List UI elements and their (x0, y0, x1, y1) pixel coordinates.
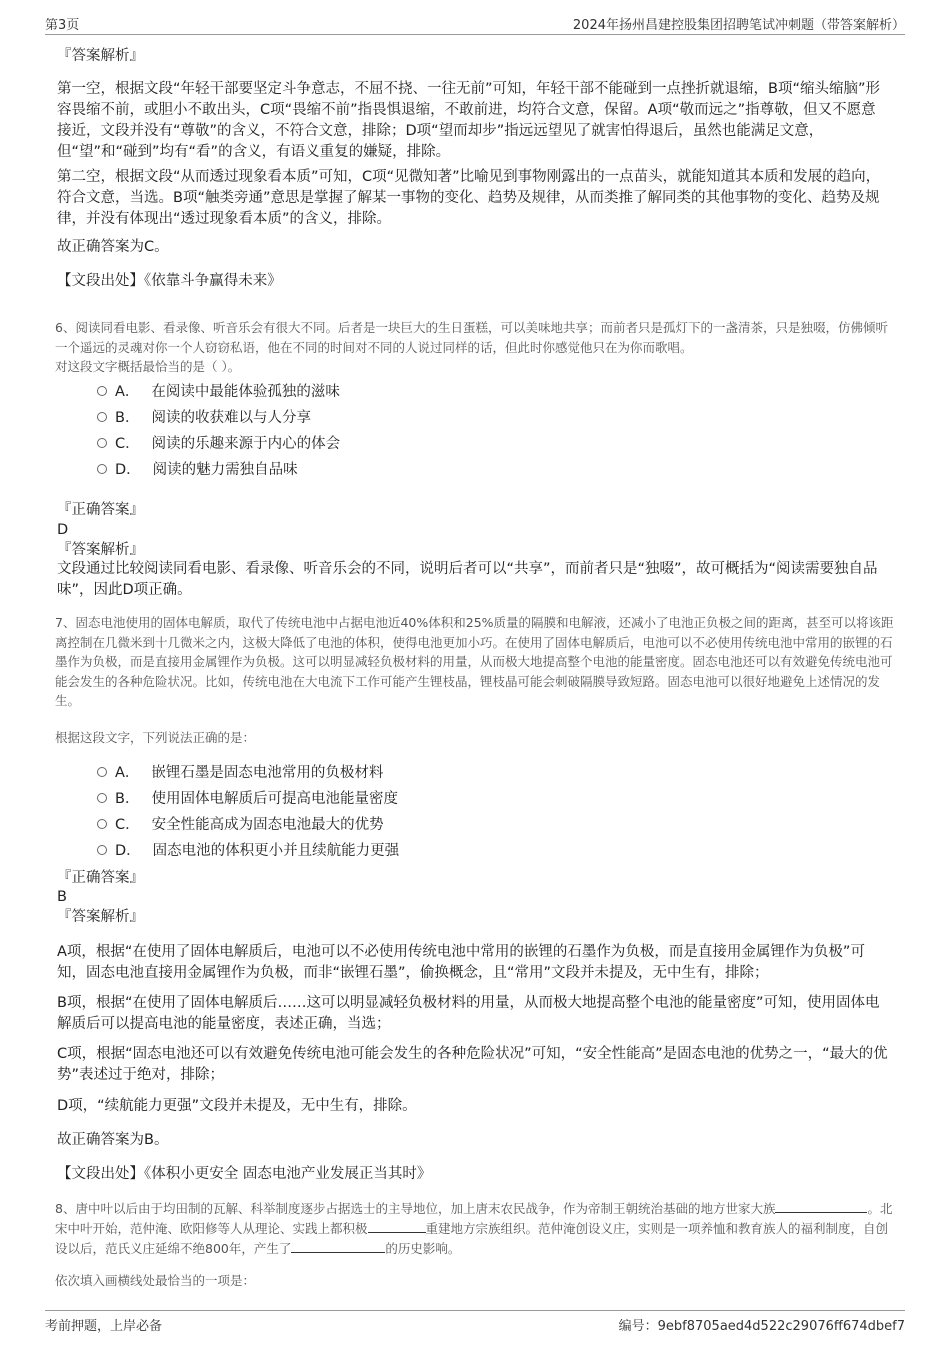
option-letter: A． (115, 765, 140, 781)
q7-analysis-c: C项，根据“固态电池还可以有效避免传统电池可能会发生的各种危险状况”可知，“安全性能高”是固态电池的优势之一，“最大的优势”表述过于绝对，排除； (57, 1046, 888, 1083)
q5-conclusion: 故正确答案为C。 (57, 239, 169, 255)
option-text: 嵌锂石墨是固态电池常用的负极材料 (151, 765, 384, 781)
q6-ask: 对这段文字概括最恰当的是（ ）。 (55, 359, 241, 374)
q7-stem: 7、固态电池使用的固体电解质，取代了传统电池中占据电池近40%体积和25%质量的隔膜和电解液，还减小了电池正负极之间的距离，甚至可以将该距离控制在几微米到十几微米之内，这极大降低了电池的体积，使得电池更加小巧。在使用了固体电解质后，电池可以不必使用传统电池中常用的嵌锂的石墨作为负极，而是直接用金属锂作为负极。这可以明显减轻负极材料的用量，从而极大地提高整个电池的能量密度。固态电池还可以有效避免传统电池可能会发生的各种危险状况。比如，传统电池在大电流下工作可能产生锂枝晶，锂枝晶可能会刺破隔膜导致短路。固态电池可以很好地避免上述情况的发生。 (55, 615, 894, 708)
option-text: 阅读的魅力需独自品味 (152, 462, 298, 478)
radio-icon[interactable] (97, 412, 107, 422)
q7-analysis-a: A项，根据“在使用了固体电解质后，电池可以不必使用传统电池中常用的嵌锂的石墨作为负极，而是直接用金属锂作为负极”可知，固态电池直接用金属锂作为负极，而非“嵌锂石墨”，偷换概念，且“常用”文段并未提及，无中生有，排除； (57, 944, 865, 981)
option-text: 固态电池的体积更小并且续航能力更强 (152, 843, 400, 859)
q7-conclusion: 故正确答案为B。 (57, 1132, 169, 1148)
radio-icon[interactable] (97, 845, 107, 855)
q7-answer-label: 『正确答案』 (57, 870, 144, 886)
q7-option-a[interactable] (97, 762, 383, 784)
q6-option-b[interactable] (97, 407, 311, 429)
q8-blank-1[interactable] (775, 1199, 867, 1213)
q7-analysis-d: D项，“续航能力更强”文段并未提及，无中生有，排除。 (57, 1098, 417, 1114)
radio-icon[interactable] (97, 793, 107, 803)
q6-answer: D (57, 522, 69, 538)
q7-option-c[interactable] (97, 814, 384, 836)
q7-source: 【文段出处】《体积小更安全 固态电池产业发展正当其时》 (57, 1166, 432, 1182)
radio-icon[interactable] (97, 464, 107, 474)
page-header (45, 12, 905, 35)
q7-answer: B (57, 889, 67, 905)
q8-blank-3[interactable] (291, 1239, 385, 1253)
q8-blank-2[interactable] (368, 1219, 426, 1233)
page-footer (45, 1310, 905, 1335)
option-letter: A． (115, 384, 140, 400)
page-number: 第3页 (45, 18, 80, 33)
q6-option-d[interactable] (97, 459, 298, 481)
q7-ask: 根据这段文字，下列说法正确的是： (55, 730, 256, 745)
option-text: 安全性能高成为固态电池最大的优势 (151, 817, 384, 833)
q8-stem-part3: 重建地方宗族组织。范仲淹创设义庄，实则是一项养恤和教育族人的福利制度，自创设以后，范氏义庄延绵不绝800年，产生了 (55, 1221, 889, 1256)
q5-analysis-para1: 第一空，根据文段“年轻干部要坚定斗争意志，不屈不挠、一往无前”可知，年轻干部不能碰到一点挫折就退缩，B项“缩头缩脑”形容畏缩不前，或胆小不敢出头，C项“畏缩不前”指畏惧退缩，不敢前进，均符合文意，保留。A项“敬而远之”指尊敬，但又不愿意接近，文段并没有“尊敬”的含义，不符合文意，排除；D项“望而却步”指远远望见了就害怕得退后，虽然也能满足文意，但“望”和“碰到”均有“看”的含义，有语义重复的嫌疑，排除。 (57, 81, 880, 160)
footer-slogan: 考前押题，上岸必备 (45, 1319, 163, 1334)
q6-option-a[interactable] (97, 381, 340, 403)
q6-answer-label: 『正确答案』 (57, 502, 144, 518)
option-letter: C． (115, 436, 140, 452)
q8-ask: 依次填入画横线处最恰当的一项是： (55, 1273, 256, 1288)
option-letter: D． (115, 462, 141, 478)
q5-analysis-label: 『答案解析』 (57, 48, 144, 64)
radio-icon[interactable] (97, 386, 107, 396)
document-id: 编号：9ebf8705aed4d522c29076ff674dbef7 (618, 1319, 905, 1334)
option-letter: C． (115, 817, 140, 833)
option-text: 使用固体电解质后可提高电池能量密度 (151, 791, 398, 807)
q5-analysis-para2: 第二空，根据文段“从而透过现象看本质”可知，C项“见微知著”比喻见到事物刚露出的一点苗头，就能知道其本质和发展的趋向，符合文意，当选。B项“触类旁通”意思是掌握了解某一事物的变化、趋势及规律，从而类推了解同类的其他事物的变化、趋势及规律，并没有体现出“透过现象看本质”的含义，排除。 (57, 169, 881, 227)
q5-source: 【文段出处】《依靠斗争赢得未来》 (57, 273, 282, 289)
q8-stem-part4: 的历史影响。 (385, 1241, 461, 1256)
radio-icon[interactable] (97, 438, 107, 448)
option-letter: B． (115, 410, 140, 426)
option-letter: B． (115, 791, 140, 807)
q6-option-c[interactable] (97, 433, 340, 455)
q8-stem (55, 1199, 900, 1259)
q7-option-b[interactable] (97, 788, 398, 810)
option-text: 阅读的收获难以与人分享 (151, 410, 311, 426)
q6-stem: 6、阅读同看电影、看录像、听音乐会有很大不同。后者是一块巨大的生日蛋糕，可以美味地共享；而前者只是孤灯下的一盏清茶，只是独啜，仿佛倾听一个遥远的灵魂对你一个人窃窃私语，他在不同的时间对不同的人说过同样的话，但此时你感觉他只在为你而歌唱。 (55, 320, 888, 355)
q7-analysis-b: B项，根据“在使用了固体电解质后……这可以明显减轻负极材料的用量，从而极大地提高整个电池的能量密度”可知，使用固体电解质后可以提高电池的能量密度，表述正确，当选； (57, 995, 880, 1032)
document-title: 2024年扬州昌建控股集团招聘笔试冲刺题（带答案解析） (572, 18, 905, 33)
q7-analysis-label: 『答案解析』 (57, 909, 144, 925)
q6-analysis: 文段通过比较阅读同看电影、看录像、听音乐会的不同，说明后者可以“共享”，而前者只是“独啜”，故可概括为“阅读需要独自品味”，因此D项正确。 (57, 561, 878, 598)
q6-analysis-label: 『答案解析』 (57, 542, 144, 558)
option-text: 阅读的乐趣来源于内心的体会 (151, 436, 341, 452)
q8-stem-part2: 。北宋中叶开始，范仲淹、欧阳修等人从理论、实践上都积极 (55, 1201, 893, 1236)
q7-option-d[interactable] (97, 840, 399, 862)
q8-stem-part1: 8、唐中叶以后由于均田制的瓦解、科举制度逐步占据选士的主导地位，加上唐末农民战争，作为帝制王朝统治基础的地方世家大族 (55, 1201, 776, 1216)
radio-icon[interactable] (97, 819, 107, 829)
option-text: 在阅读中最能体验孤独的滋味 (151, 384, 340, 400)
option-letter: D． (115, 843, 141, 859)
radio-icon[interactable] (97, 767, 107, 777)
